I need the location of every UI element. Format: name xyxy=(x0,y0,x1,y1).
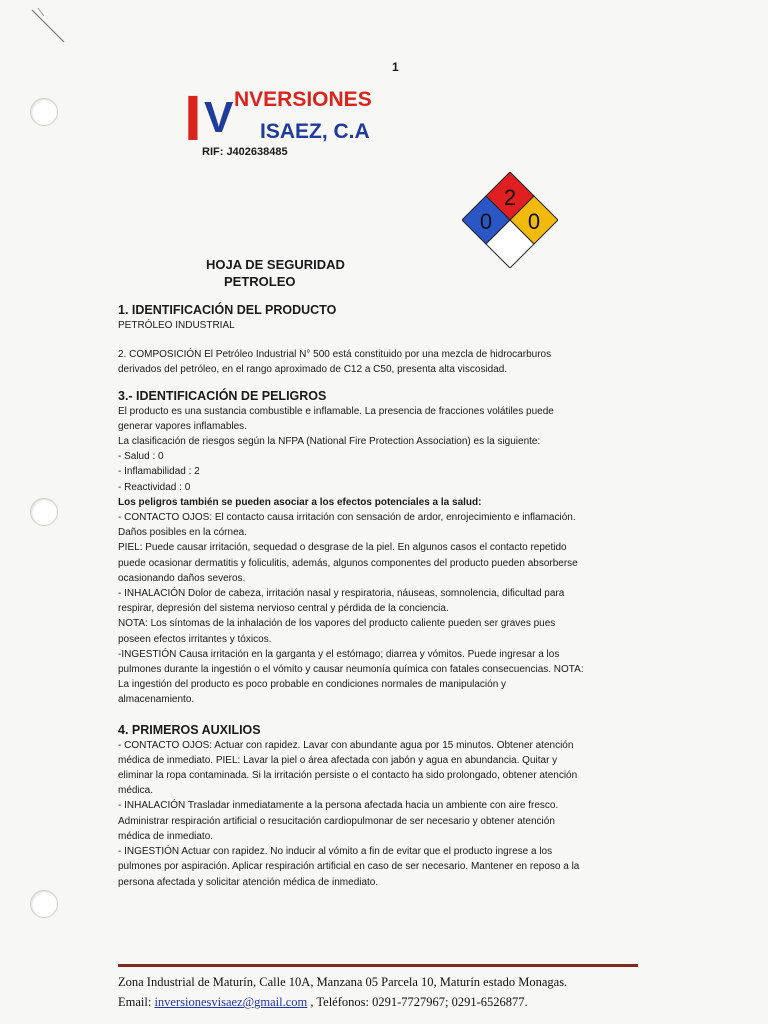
section-4-line: - INGESTIÓN Actuar con rapidez. No inducir al vómito a fin de evitar que el producto ingrese a los xyxy=(118,846,553,858)
section-4-line: - INHALACIÓN Trasladar inmediatamente a la persona afectada hacia un ambiente con aire fresco. xyxy=(118,800,559,812)
section-4-line: pulmones por aspiración. Aplicar respiración artificial en caso de ser necesario. Mantener en reposo a la xyxy=(118,861,580,873)
nfpa-flammability-value: 2 xyxy=(503,185,517,210)
logo-name-line2: ISAEZ, C.A xyxy=(260,120,370,143)
nfpa-health-value: 0 xyxy=(479,209,493,234)
section-4-line: Administrar respiración artificial o resucitación cardiopulmonar de ser necesario y obtener atención xyxy=(118,815,555,827)
section-3-effect: - INHALACIÓN Dolor de cabeza, irritación nasal y respiratoria, náuseas, somnolencia, dificultad para xyxy=(118,588,565,600)
section-3-subheading: Los peligros también se pueden asociar a los efectos potenciales a la salud: xyxy=(118,496,482,508)
company-logo xyxy=(182,82,392,152)
section-3-heading: 3.- IDENTIFICACIÓN DE PELIGROS xyxy=(118,388,327,403)
punch-hole xyxy=(30,890,58,918)
punch-hole xyxy=(30,498,58,526)
section-3-effect: PIEL: Puede causar irritación, sequedad o desgrase de la piel. En algunos casos el contacto repetido xyxy=(118,542,567,554)
footer-divider xyxy=(118,964,638,967)
section-3-effect: Daños posibles en la córnea. xyxy=(118,527,247,539)
section-4-line: persona afectada y solicitar atención médica de inmediato. xyxy=(118,876,379,888)
page-number: 1 xyxy=(392,60,399,74)
nfpa-reactivity-value: 0 xyxy=(527,209,541,234)
section-3-effect: -INGESTIÓN Causa irritación en la garganta y el estómago; diarrea y vómitos. Puede ingresar a los xyxy=(118,648,560,660)
section-2-line: 2. COMPOSICIÓN El Petróleo Industrial N° 500 está constituido por una mezcla de hidrocarburos xyxy=(118,349,552,361)
section-3-line: - Reactividad : 0 xyxy=(118,481,191,493)
section-3-effect: poseen efectos irritantes y tóxicos. xyxy=(118,633,272,645)
sheet-title-line2: PETROLEO xyxy=(224,274,296,289)
section-3-line: El producto es una sustancia combustible e inflamable. La presencia de fracciones volátiles puede xyxy=(118,405,554,417)
section-3-effect: NOTA: Los síntomas de la inhalación de los vapores del producto caliente pueden ser graves pues xyxy=(118,618,556,630)
footer xyxy=(118,972,678,1012)
document-body xyxy=(118,302,644,890)
section-3-effect: La ingestión del producto es poco probable en condiciones normales de manipulación y xyxy=(118,679,507,691)
section-1-heading: 1. IDENTIFICACIÓN DEL PRODUCTO xyxy=(118,303,337,317)
section-3-line: La clasificación de riesgos según la NFPA (National Fire Protection Association) es la siguiente: xyxy=(118,436,541,448)
logo-name-line1: NVERSIONES xyxy=(234,88,372,111)
company-rif: RIF: J402638485 xyxy=(202,146,288,158)
footer-phones: , Teléfonos: 0291-7727967; 0291-6526877. xyxy=(307,995,528,1009)
section-4-line: médica de inmediato. PIEL: Lavar la piel o área afectada con jabón y agua en abundancia. Quitar y xyxy=(118,754,558,766)
section-3-line: - Salud : 0 xyxy=(118,451,164,463)
nfpa-diamond xyxy=(462,172,558,268)
section-4-line: médica. xyxy=(118,785,154,797)
footer-address: Zona Industrial de Maturín, Calle 10A, Manzana 05 Parcela 10, Maturín estado Monagas. xyxy=(118,975,568,989)
section-3-effect: puede ocasionar dermatitis y foliculitis, además, algunos componentes del producto pueden absorberse xyxy=(118,557,578,569)
footer-email-label: Email: xyxy=(118,995,155,1009)
section-1-text: PETRÓLEO INDUSTRIAL xyxy=(118,320,235,331)
footer-contact xyxy=(118,992,678,1012)
section-3-effect: respirar, depresión del sistema nervioso central y pérdida de la conciencia. xyxy=(118,603,449,615)
footer-email-link[interactable]: inversionesvisaez@gmail.com xyxy=(154,995,308,1009)
punch-hole xyxy=(30,98,58,126)
logo-letter-v: V xyxy=(204,93,234,142)
scan-corner-mark xyxy=(28,6,68,46)
section-3-effect: pulmones durante la ingestión o el vómito y causar neumonía química con fatales consecuencias. NOTA: xyxy=(118,664,584,676)
sheet-title-line1: HOJA DE SEGURIDAD xyxy=(206,257,345,272)
section-4-line: médica de inmediato. xyxy=(118,830,214,842)
section-3-line: - Inflamabilidad : 2 xyxy=(118,466,200,478)
logo-letter-i: I xyxy=(184,82,202,152)
section-3-effect: almacenamiento. xyxy=(118,694,195,706)
section-3-effect: ocasionando daños severos. xyxy=(118,572,246,584)
section-4-line: - CONTACTO OJOS: Actuar con rapidez. Lavar con abundante agua por 15 minutos. Obtener atención xyxy=(118,739,574,751)
sheet-title xyxy=(206,256,345,290)
section-3-line: generar vapores inflamables. xyxy=(118,420,247,432)
section-4-line: eliminar la ropa contaminada. Si la irritación persiste o el contacto ha sido prolongado, obtener atención xyxy=(118,770,578,782)
section-3-effect: - CONTACTO OJOS: El contacto causa irritación con sensación de ardor, enrojecimiento e inflamación. xyxy=(118,512,576,524)
section-4-heading: 4. PRIMEROS AUXILIOS xyxy=(118,722,261,737)
section-2-line: derivados del petróleo, en el rango aproximado de C12 a C50, presenta alta viscosidad. xyxy=(118,364,508,376)
